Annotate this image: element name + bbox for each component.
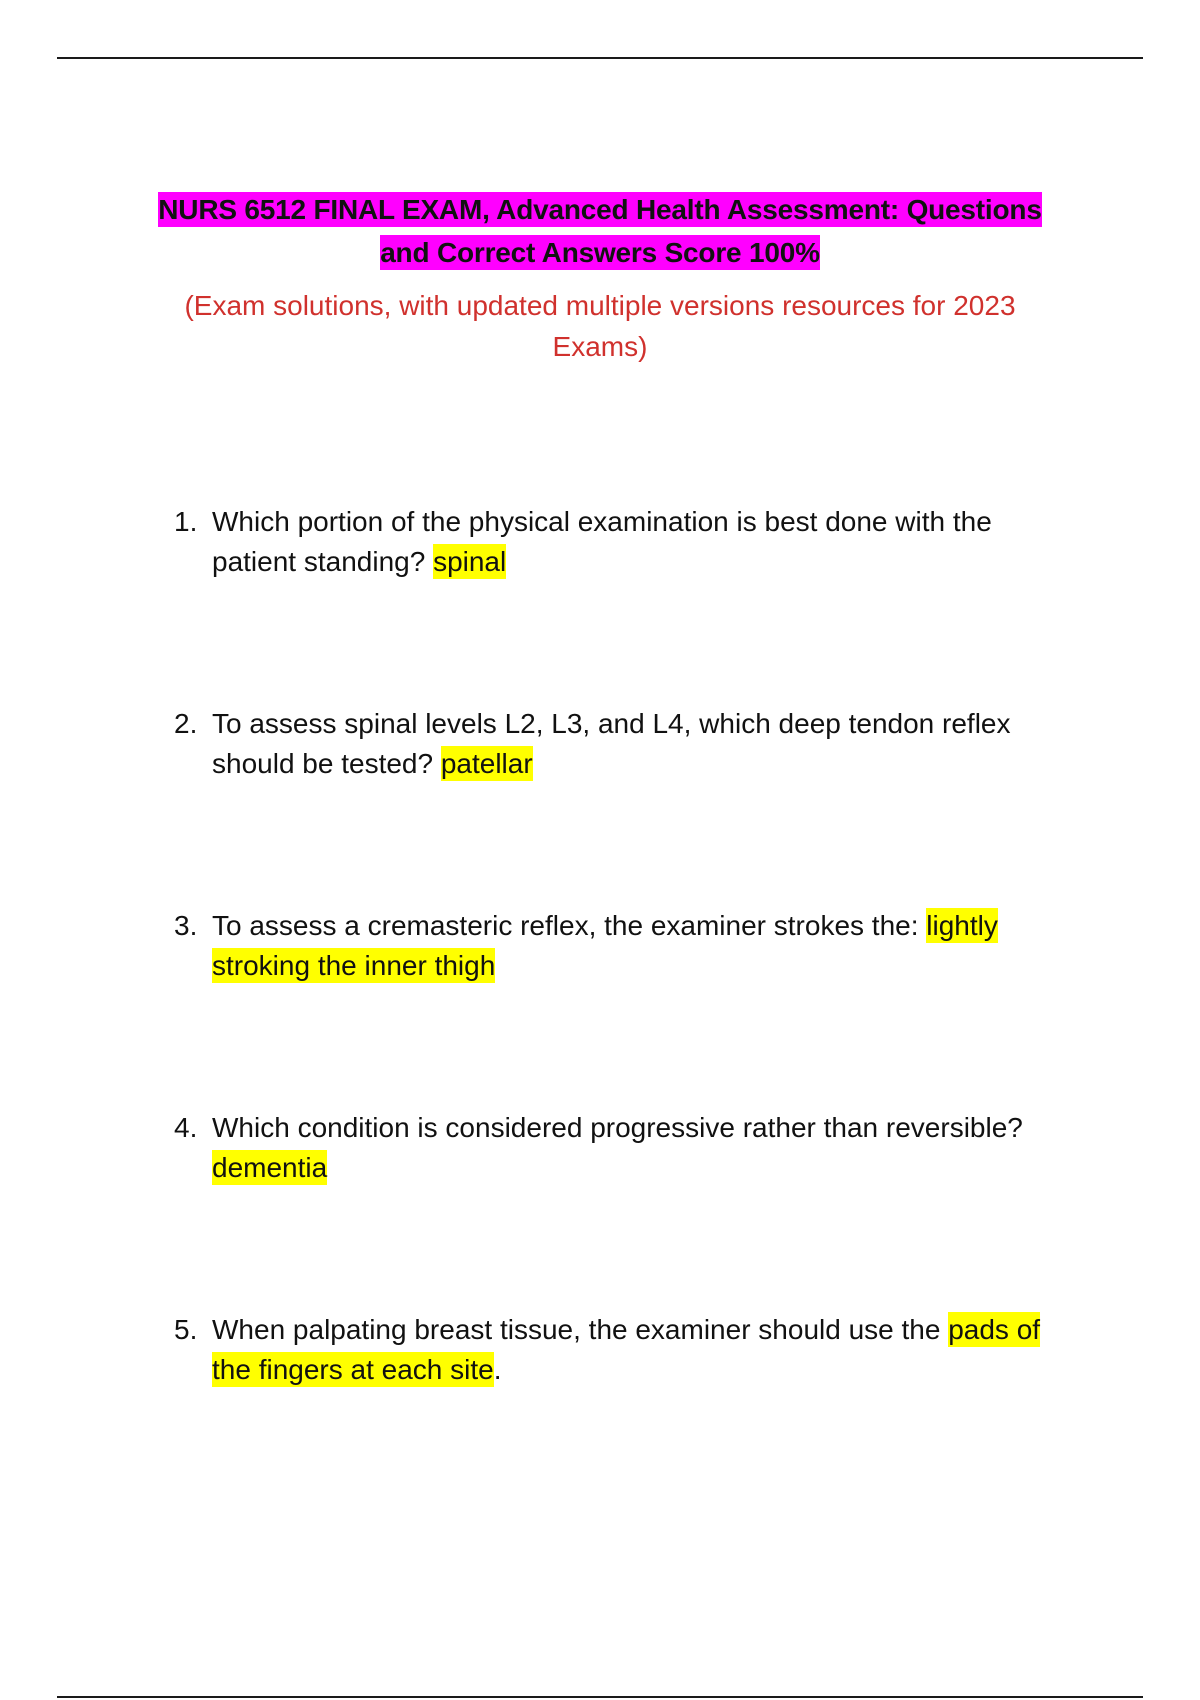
question-text: When palpating breast tissue, the examiner should use the xyxy=(212,1314,949,1345)
title-line-2: and Correct Answers Score 100% xyxy=(380,237,820,268)
question-number: 5. xyxy=(174,1314,198,1345)
answer-highlight: spinal xyxy=(433,546,507,577)
question-list xyxy=(170,502,1060,1512)
question-item-4 xyxy=(170,1108,1060,1310)
document-title xyxy=(120,188,1080,274)
question-text: Which condition is considered progressive rather than reversible? xyxy=(212,1112,1023,1143)
question-number: 2. xyxy=(174,708,198,739)
question-number: 4. xyxy=(174,1112,198,1143)
question-item-3 xyxy=(170,906,1060,1108)
question-text: To assess spinal levels L2, L3, and L4, which deep tendon reflex should be tested? xyxy=(212,708,1011,779)
question-item-5 xyxy=(170,1310,1060,1512)
question-text: Which portion of the physical examination is best done with the patient standing? xyxy=(212,506,992,577)
question-item-2 xyxy=(170,704,1060,906)
answer-highlight: pads of the fingers at each site xyxy=(212,1314,1041,1385)
subtitle-line-2: Exams) xyxy=(552,331,648,362)
answer-highlight: patellar xyxy=(440,748,533,779)
title-line-1: NURS 6512 FINAL EXAM, Advanced Health Assessment: Questions xyxy=(158,194,1042,225)
question-number: 3. xyxy=(174,910,198,941)
subtitle-line-1: (Exam solutions, with updated multiple versions resources for 2023 xyxy=(184,290,1016,321)
bottom-divider xyxy=(57,1696,1143,1698)
document-subtitle xyxy=(120,285,1080,367)
question-number: 1. xyxy=(174,506,198,537)
question-item-1 xyxy=(170,502,1060,704)
answer-highlight: dementia xyxy=(212,1152,328,1183)
question-text: To assess a cremasteric reflex, the examiner strokes the: xyxy=(212,910,927,941)
answer-highlight: lightly stroking the inner thigh xyxy=(212,910,998,981)
top-divider xyxy=(57,57,1143,59)
answer-tail: . xyxy=(493,1354,502,1385)
